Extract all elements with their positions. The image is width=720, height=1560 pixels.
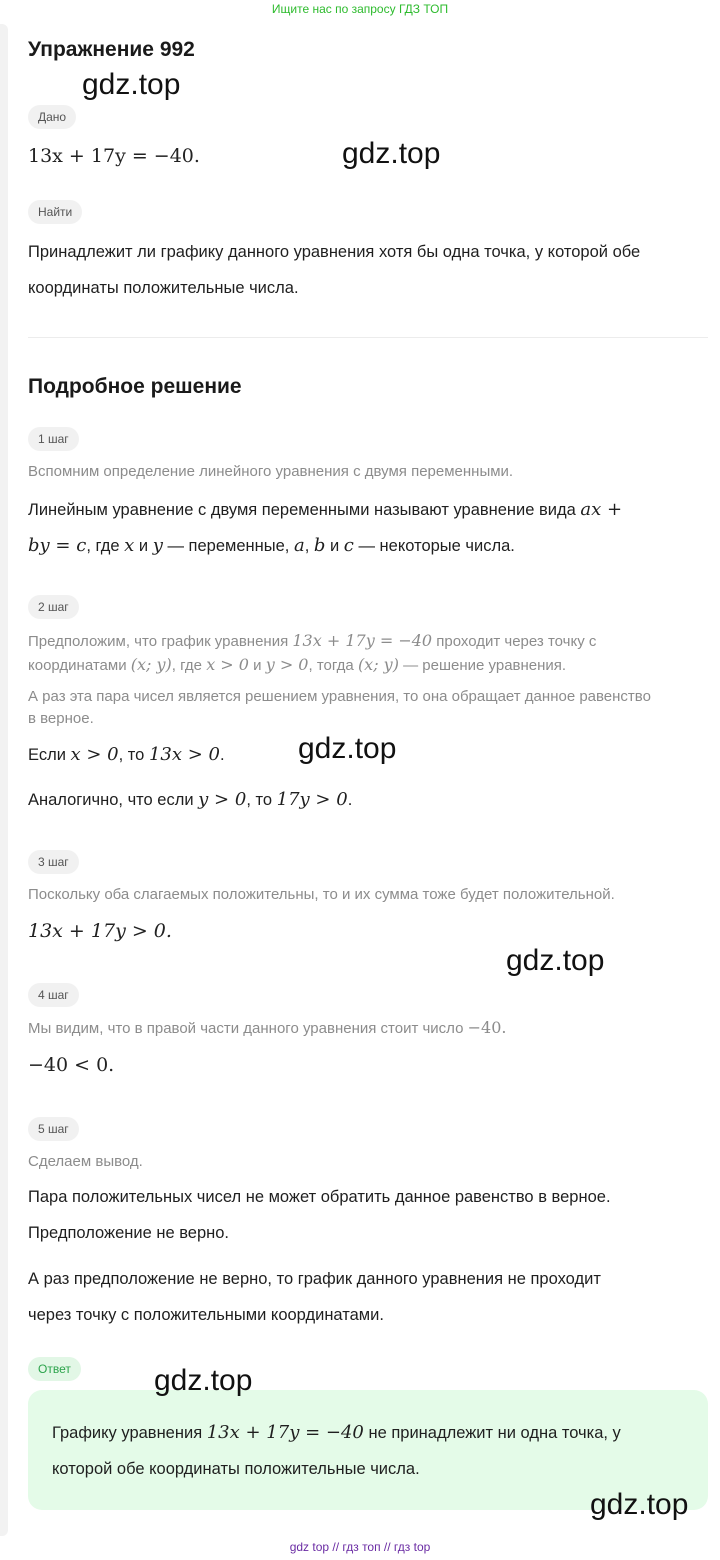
step-5-line1: Пара положительных чисел не может обратить данное равенство в верное. [28, 1188, 611, 1206]
step-1-t5: и [325, 537, 344, 555]
step-1-eq: by = c [28, 535, 87, 556]
solution-title: Подробное решение [28, 375, 242, 398]
step-2-if-line [28, 744, 225, 765]
step-5-hint: Сделаем вывод. [28, 1153, 143, 1170]
step-1-t1: , где [86, 537, 125, 555]
step-4-label: 4 шаг [28, 983, 79, 1007]
section-divider [28, 337, 708, 338]
step-2-if-a: Если [28, 746, 71, 764]
watermark: gdz.top [154, 1364, 253, 1397]
answer-label: Ответ [28, 1357, 81, 1381]
step-3-hint: Поскольку оба слагаемых положительны, то и их сумма тоже будет положительной. [28, 886, 615, 903]
step-5-line3: А раз предположение не верно, то график данного уравнения не проходит [28, 1270, 601, 1288]
step-5-label: 5 шаг [28, 1117, 79, 1141]
watermark: gdz.top [590, 1488, 689, 1521]
step-2-hint-line1 [28, 631, 596, 650]
step-1-line1-text: Линейным уравнение с двумя переменными называют уравнение вида [28, 501, 576, 519]
step-2-hint-line4: в верное. [28, 710, 94, 727]
step-2-if-m2: 13x > 0 [148, 744, 220, 765]
step-1-line1-math: ax + [580, 499, 623, 520]
step-2-if-c: . [220, 746, 225, 764]
answer-line2: которой обе координаты положительные числа. [52, 1460, 420, 1478]
find-text-line2: координаты положительные числа. [28, 279, 299, 297]
left-rail [0, 24, 8, 1536]
footer-links[interactable]: gdz top // гдз топ // гдз top [289, 1540, 431, 1554]
step-2-sim-c: . [347, 791, 353, 809]
watermark: gdz.top [506, 944, 605, 977]
step-2-h2-m4: (x; y) [357, 655, 399, 674]
step-2-sim-a: Аналогично, что если [28, 791, 199, 809]
step-2-h1a: Предположим, что график уравнения [28, 633, 293, 650]
answer-line1 [52, 1422, 621, 1443]
step-1-t3: — переменные, [162, 537, 294, 555]
step-2-h1-math: 13x + 17y = −40 [292, 631, 433, 650]
step-1-c: c [343, 535, 354, 556]
step-2-h2-m1: (x; y) [130, 655, 172, 674]
step-2-similar-line [28, 789, 352, 810]
find-label: Найти [28, 200, 82, 224]
step-3-label: 3 шаг [28, 850, 79, 874]
page-title: Упражнение 992 [28, 38, 195, 61]
step-1-a: a [293, 535, 305, 556]
step-4-formula: −40 < 0. [28, 1054, 115, 1076]
step-2-h2d: , тогда [308, 657, 358, 674]
step-2-h2c: и [248, 657, 266, 674]
step-2-sim-m2: 17y > 0 [276, 789, 348, 810]
step-1-line2 [28, 535, 515, 556]
step-1-hint: Вспомним определение линейного уравнения с двумя переменными. [28, 463, 514, 480]
step-2-if-b: , то [118, 746, 149, 764]
step-1-line1 [28, 499, 622, 520]
step-2-hint-line3: А раз эта пара чисел является решением уравнения, то она обращает данное равенство [28, 688, 651, 705]
step-3-formula: 13x + 17y > 0. [28, 920, 172, 942]
step-2-if-m1: x > 0 [70, 744, 119, 765]
step-4-hint-text: Мы видим, что в правой части данного уравнения стоит число [28, 1020, 468, 1037]
step-2-hint-line2 [28, 655, 566, 674]
step-1-t4: , [304, 537, 314, 555]
step-4-hint [28, 1018, 506, 1037]
watermark: gdz.top [82, 68, 181, 101]
step-5-line2: Предположение не верно. [28, 1224, 230, 1242]
step-1-t6: — некоторые числа. [353, 537, 515, 555]
given-label: Дано [28, 105, 76, 129]
answer-line1-math: 13x + 17y = −40 [206, 1422, 364, 1443]
watermark: gdz.top [298, 732, 397, 765]
step-1-y: y [152, 535, 163, 556]
step-2-h2-m2: x > 0 [206, 655, 249, 674]
answer-line1-b: не принадлежит ни одна точка, у [363, 1424, 621, 1442]
watermark: gdz.top [342, 137, 441, 170]
given-formula: 13x + 17y = −40. [28, 145, 200, 167]
find-text-line1: Принадлежит ли графику данного уравнения хотя бы одна точка, у которой обе [28, 243, 641, 261]
step-1-x: x [124, 535, 135, 556]
step-2-label: 2 шаг [28, 595, 79, 619]
step-2-h1b: проходит через точку с [432, 633, 597, 650]
answer-line1-a: Графику уравнения [52, 1424, 207, 1442]
step-1-label: 1 шаг [28, 427, 79, 451]
step-2-sim-b: , то [246, 791, 277, 809]
step-2-h2-m3: y > 0 [265, 655, 309, 674]
step-1-t2: и [134, 537, 153, 555]
top-banner[interactable]: Ищите нас по запросу ГДЗ ТОП [271, 2, 449, 16]
step-2-h2b: , где [171, 657, 207, 674]
step-2-sim-m1: y > 0 [198, 789, 247, 810]
step-1-b: b [313, 535, 326, 556]
step-5-line4: через точку с положительными координатами. [28, 1306, 384, 1324]
step-4-hint-math: −40. [467, 1018, 507, 1037]
step-2-h2e: — решение уравнения. [398, 657, 567, 674]
step-2-h2a: координатами [28, 657, 131, 674]
